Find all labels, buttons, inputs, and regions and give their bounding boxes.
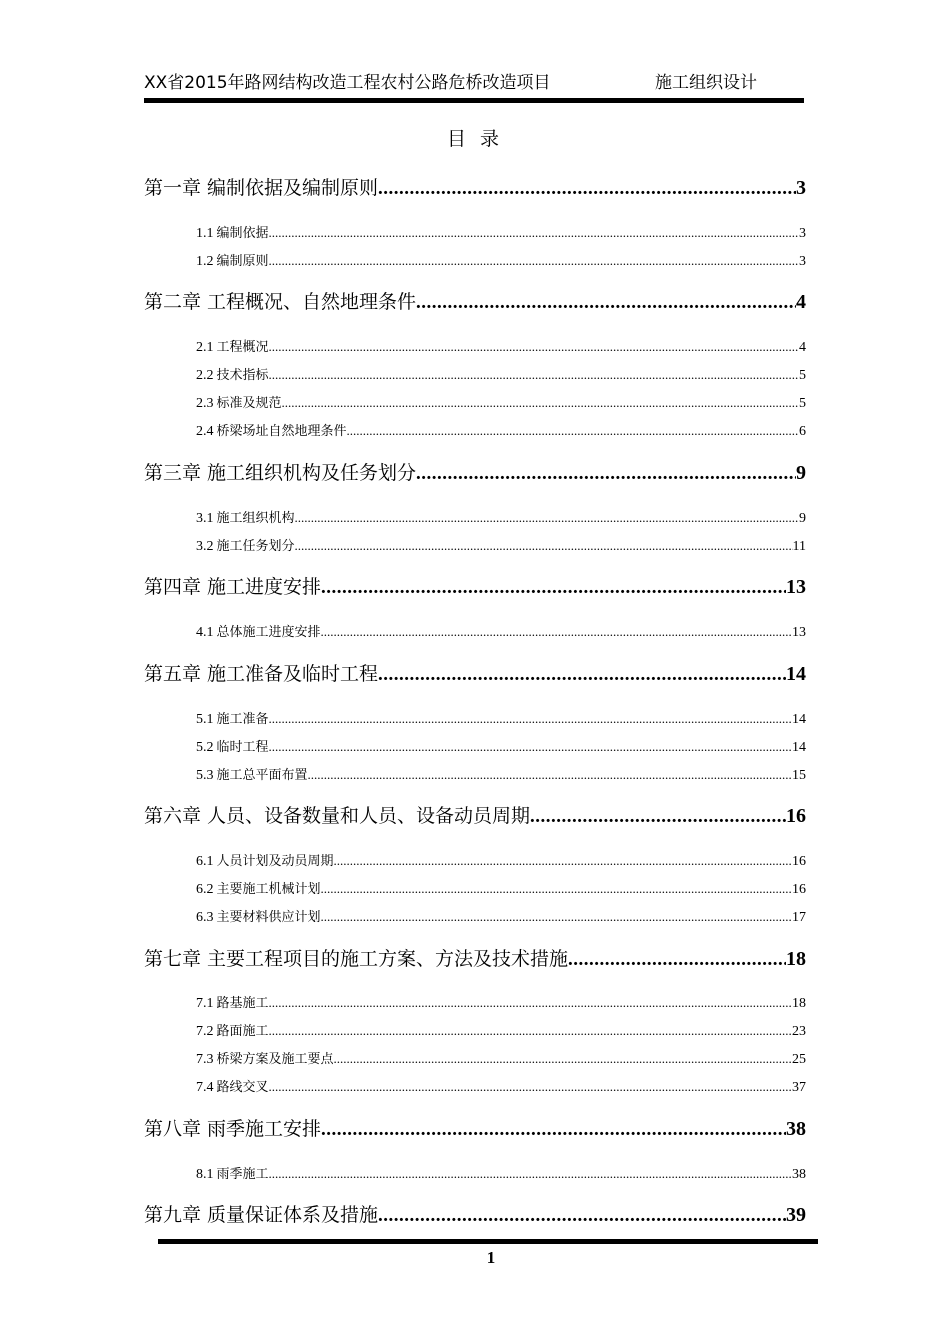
toc-chapter-entry[interactable]	[144, 1200, 806, 1227]
toc-dot-leader	[416, 463, 796, 485]
toc-page-number: 23	[792, 1024, 806, 1039]
page-header	[144, 64, 804, 94]
toc-section-entry[interactable]	[196, 222, 806, 242]
toc-entry-label: 路线交叉	[216, 1080, 269, 1095]
toc-entry-label: 雨季施工	[216, 1167, 269, 1182]
toc-section-entry[interactable]	[196, 736, 806, 756]
toc-section-number: 1.1	[196, 226, 214, 241]
toc-page-number: 16	[792, 882, 806, 897]
toc-dot-leader	[269, 995, 792, 1011]
toc-entry-label: 技术指标	[216, 368, 269, 383]
toc-chapter-entry[interactable]	[144, 173, 806, 200]
toc-page-number: 18	[792, 996, 806, 1011]
toc-entry-title	[196, 364, 269, 384]
toc-entry-label: 路基施工	[216, 996, 269, 1011]
toc-entry-label: 标准及规范	[216, 396, 282, 411]
toc-dot-leader	[269, 225, 799, 241]
toc-dot-leader	[334, 1051, 792, 1067]
toc-entry-title	[196, 250, 269, 270]
toc-entry-label: 第三章 施工组织机构及任务划分	[144, 462, 417, 484]
toc-section-entry[interactable]	[196, 507, 806, 527]
toc-dot-leader	[269, 339, 799, 355]
toc-entry-title	[196, 336, 269, 356]
toc-section-number: 6.1	[196, 854, 214, 869]
toc-section-number: 1.2	[196, 254, 214, 269]
toc-page-number: 38	[792, 1167, 806, 1182]
header-doc-type: 施工组织设计	[655, 73, 757, 93]
toc-dot-leader	[282, 395, 799, 411]
toc-entry-label: 施工组织机构	[216, 511, 295, 526]
header-title: XX省2015年路网结构改造工程农村公路危桥改造项目	[144, 73, 551, 93]
toc-section-number: 2.3	[196, 396, 214, 411]
toc-section-number: 6.3	[196, 910, 214, 925]
toc-section-entry[interactable]	[196, 392, 806, 412]
toc-entry-title	[196, 535, 295, 555]
toc-entry-title	[196, 1020, 269, 1040]
toc-section-number: 5.1	[196, 712, 214, 727]
footer-rule	[158, 1239, 818, 1244]
toc-section-entry[interactable]	[196, 336, 806, 356]
toc-entry-label: 第一章 编制依据及编制原则	[144, 177, 379, 199]
toc-dot-leader	[321, 909, 792, 925]
toc-dot-leader	[568, 949, 786, 971]
toc-dot-leader	[269, 1166, 792, 1182]
toc-entry-title	[196, 992, 269, 1012]
toc-entry-label: 施工准备	[216, 712, 269, 727]
toc-entry-title	[196, 420, 347, 440]
toc-section-number: 5.3	[196, 768, 214, 783]
toc-dot-leader	[295, 510, 799, 526]
toc-entry-label: 第二章 工程概况、自然地理条件	[144, 291, 417, 313]
toc-page-number: 4	[796, 291, 806, 313]
toc-dot-leader	[321, 881, 792, 897]
toc-dot-leader	[321, 577, 786, 599]
toc-page-number: 14	[786, 663, 806, 685]
toc-section-number: 4.1	[196, 625, 214, 640]
toc-page-number: 38	[786, 1118, 806, 1140]
toc-section-number: 8.1	[196, 1167, 214, 1182]
toc-page-number: 15	[792, 768, 806, 783]
toc-page-number: 17	[792, 910, 806, 925]
toc-section-entry[interactable]	[196, 708, 806, 728]
toc-chapter-entry[interactable]	[144, 801, 806, 828]
toc-dot-leader	[295, 538, 793, 554]
toc-section-number: 7.3	[196, 1052, 214, 1067]
toc-entry-label: 路面施工	[216, 1024, 269, 1039]
toc-section-number: 5.2	[196, 740, 214, 755]
toc-page-number: 4	[799, 340, 806, 355]
toc-section-entry[interactable]	[196, 992, 806, 1012]
toc-dot-leader	[378, 664, 786, 686]
toc-entry-title	[196, 736, 269, 756]
toc-dot-leader	[269, 1079, 792, 1095]
toc-entry-label: 工程概况	[216, 340, 269, 355]
toc-dot-leader	[321, 624, 792, 640]
toc-entry-label: 第七章 主要工程项目的施工方案、方法及技术措施	[144, 948, 569, 970]
toc-entry-title	[144, 287, 416, 314]
toc-entry-title	[144, 173, 378, 200]
toc-chapter-entry[interactable]	[144, 572, 806, 599]
toc-entry-label: 第六章 人员、设备数量和人员、设备动员周期	[144, 805, 531, 827]
toc-entry-label: 主要施工机械计划	[216, 882, 321, 897]
toc-section-entry[interactable]	[196, 1163, 806, 1183]
toc-page-number: 16	[792, 854, 806, 869]
toc-entry-label: 编制原则	[216, 254, 269, 269]
toc-entry-title	[196, 621, 321, 641]
toc-entry-label: 施工任务划分	[216, 539, 295, 554]
toc-page-number: 14	[792, 712, 806, 727]
toc-entry-title	[144, 1114, 321, 1141]
toc-entry-label: 主要材料供应计划	[216, 910, 321, 925]
toc-page-number: 6	[799, 424, 806, 439]
toc-dot-leader	[321, 1119, 786, 1141]
toc-dot-leader	[378, 178, 796, 200]
toc-dot-leader	[308, 767, 792, 783]
toc-section-entry[interactable]	[196, 906, 806, 926]
toc-title: 目 录	[446, 128, 504, 150]
toc-section-entry[interactable]	[196, 1048, 806, 1068]
toc-section-number: 6.2	[196, 882, 214, 897]
toc-page-number: 25	[792, 1052, 806, 1067]
toc-page-number: 11	[792, 539, 806, 554]
toc-entry-title	[196, 850, 334, 870]
toc-entry-label: 临时工程	[216, 740, 269, 755]
toc-entry-title	[144, 1200, 378, 1227]
toc-entry-label: 总体施工进度安排	[216, 625, 321, 640]
toc-chapter-entry[interactable]	[144, 1114, 806, 1141]
toc-dot-leader	[347, 423, 799, 439]
toc-entry-label: 第九章 质量保证体系及措施	[144, 1204, 379, 1226]
toc-section-entry[interactable]	[196, 850, 806, 870]
toc-page-number: 18	[786, 948, 806, 970]
toc-section-number: 7.4	[196, 1080, 214, 1095]
toc-section-entry[interactable]	[196, 1076, 806, 1096]
toc-dot-leader	[269, 367, 799, 383]
toc-section-number: 3.2	[196, 539, 214, 554]
toc-page-number: 13	[786, 576, 806, 598]
toc-chapter-entry[interactable]	[144, 458, 806, 485]
toc-section-entry[interactable]	[196, 621, 806, 641]
toc-section-number: 2.1	[196, 340, 214, 355]
toc-entry-label: 编制依据	[216, 226, 269, 241]
toc-section-number: 7.1	[196, 996, 214, 1011]
toc-entry-title	[196, 1048, 334, 1068]
toc-page-number: 37	[792, 1080, 806, 1095]
header-rule	[144, 98, 804, 103]
toc-dot-leader	[378, 1205, 786, 1227]
toc-entry-title	[196, 708, 269, 728]
toc-dot-leader	[416, 292, 796, 314]
toc-chapter-entry[interactable]	[144, 944, 806, 971]
toc-entry-title	[196, 1163, 269, 1183]
toc-entry-title	[144, 944, 568, 971]
toc-entry-title	[144, 659, 378, 686]
toc-page-number: 9	[796, 462, 806, 484]
toc-entry-title	[196, 507, 295, 527]
toc-entry-title	[196, 906, 321, 926]
toc-section-number: 2.2	[196, 368, 214, 383]
toc-dot-leader	[530, 806, 786, 828]
page-number: 1	[486, 1248, 496, 1267]
toc-section-number: 3.1	[196, 511, 214, 526]
toc-dot-leader	[269, 253, 799, 269]
toc-entry-title	[196, 392, 282, 412]
toc-section-entry[interactable]	[196, 764, 806, 784]
toc-section-number: 2.4	[196, 424, 214, 439]
toc-section-entry[interactable]	[196, 878, 806, 898]
toc-page-number: 13	[792, 625, 806, 640]
toc-entry-label: 人员计划及动员周期	[216, 854, 334, 869]
toc-entry-title	[196, 878, 321, 898]
toc-dot-leader	[269, 1023, 792, 1039]
toc-page-number: 16	[786, 805, 806, 827]
toc-entry-title	[144, 572, 321, 599]
toc-page-number: 3	[799, 226, 806, 241]
toc-entry-title	[144, 458, 416, 485]
toc-dot-leader	[269, 739, 792, 755]
toc-section-number: 7.2	[196, 1024, 214, 1039]
toc-entry-label: 桥梁场址自然地理条件	[216, 424, 347, 439]
toc-page-number: 39	[786, 1204, 806, 1226]
toc-entry-title	[196, 1076, 269, 1096]
toc-dot-leader	[269, 711, 792, 727]
toc-entry-title	[196, 222, 269, 242]
toc-chapter-entry[interactable]	[144, 659, 806, 686]
toc-entry-label: 施工总平面布置	[216, 768, 308, 783]
toc-page-number: 3	[796, 177, 806, 199]
toc-section-entry[interactable]	[196, 535, 806, 555]
toc-section-entry[interactable]	[196, 250, 806, 270]
toc-section-entry[interactable]	[196, 1020, 806, 1040]
toc-page-number: 9	[799, 511, 806, 526]
toc-entry-label: 桥梁方案及施工要点	[216, 1052, 334, 1067]
toc-page-number: 3	[799, 254, 806, 269]
toc-section-entry[interactable]	[196, 364, 806, 384]
toc-page-number: 14	[792, 740, 806, 755]
toc-entry-label: 第八章 雨季施工安排	[144, 1118, 322, 1140]
toc-page-number: 5	[799, 368, 806, 383]
toc-chapter-entry[interactable]	[144, 287, 806, 314]
toc-entry-label: 第五章 施工准备及临时工程	[144, 663, 379, 685]
toc-entry-title	[144, 801, 530, 828]
toc-section-entry[interactable]	[196, 420, 806, 440]
toc-entry-title	[196, 764, 308, 784]
toc-page-number: 5	[799, 396, 806, 411]
toc-entry-label: 第四章 施工进度安排	[144, 576, 322, 598]
toc-dot-leader	[334, 853, 792, 869]
